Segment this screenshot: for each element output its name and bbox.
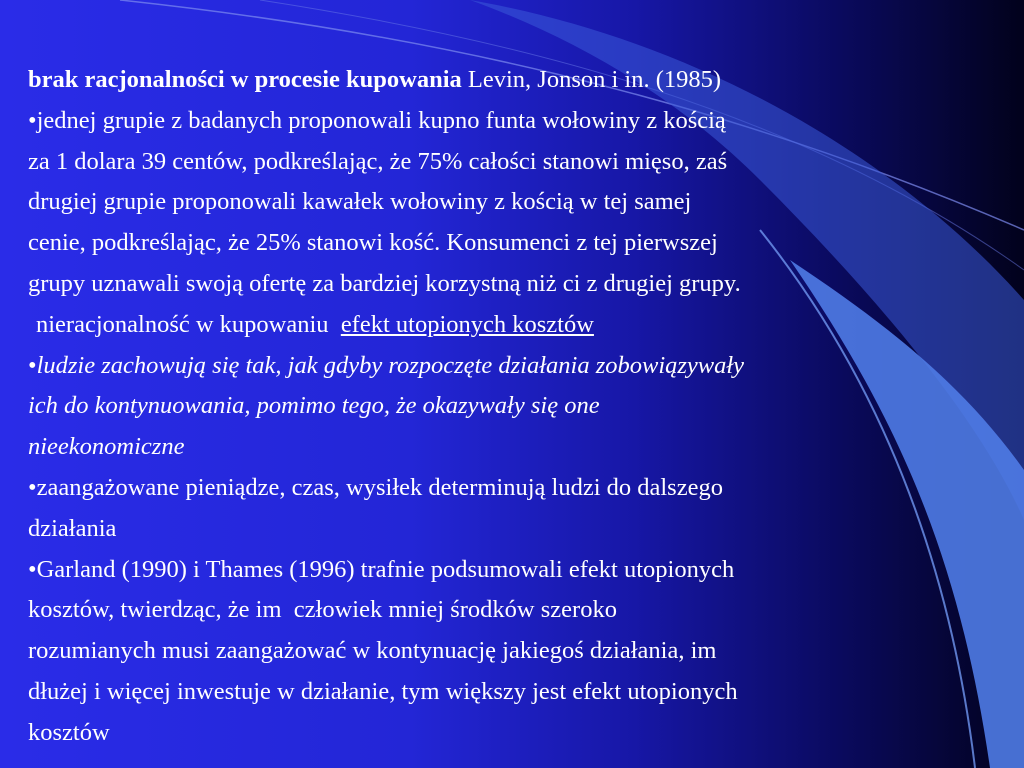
heading-citation: Levin, Jonson i in. (1985): [461, 66, 722, 93]
bullet-3-line-1: [28, 468, 1024, 509]
bullet-4-line-1: [28, 550, 1024, 591]
bullet-glyph: •: [28, 555, 37, 583]
bullet-1-line-2: za 1 dolara 39 centów, podkreślając, że 75% całości stanowi mięso, zaś: [28, 147, 728, 175]
slide-text-body: [28, 60, 1024, 754]
bullet-4-line-4: dłużej i więcej inwestuje w działanie, tym większy jest efekt utopionych: [28, 677, 738, 705]
slide-heading: [28, 60, 1024, 101]
subheading: [28, 305, 1024, 346]
bullet-2-line-1: [28, 346, 1024, 387]
bullet-2-text: ludzie zachowują się tak, jak gdyby rozpoczęte działania zobowiązywały: [36, 351, 745, 379]
bullet-1-text: jednej grupie z badanych proponowali kupno funta wołowiny z kością: [36, 106, 726, 134]
bullet-2-line-3: nieekonomiczne: [28, 433, 185, 461]
bullet-3-text: zaangażowane pieniądze, czas, wysiłek determinują ludzi do dalszego: [36, 473, 723, 501]
bullet-4-text: Garland (1990) i Thames (1996) trafnie podsumowali efekt utopionych: [36, 555, 735, 583]
sunk-cost-link[interactable]: efekt utopionych kosztów: [340, 310, 594, 338]
bullet-3-line-2: działania: [28, 514, 117, 542]
subheading-label: nieracjonalność w kupowaniu: [36, 310, 329, 338]
bullet-glyph: •: [28, 351, 37, 379]
bullet-1-line-5: grupy uznawali swoją ofertę za bardziej korzystną niż ci z drugiej grupy.: [28, 269, 741, 297]
heading-bold: brak racjonalności w procesie kupowania: [28, 66, 462, 93]
bullet-4-line-5: kosztów: [28, 718, 110, 746]
bullet-4-line-3: rozumianych musi zaangażować w kontynuację jakiegoś działania, im: [28, 637, 717, 665]
bullet-1-line-1: [28, 101, 1024, 142]
bullet-4-line-2: kosztów, twierdząc, że im człowiek mniej środków szeroko: [28, 596, 617, 624]
bullet-1-line-3: drugiej grupie proponowali kawałek wołowiny z kością w tej samej: [28, 188, 692, 216]
bullet-glyph: •: [28, 473, 37, 501]
bullet-glyph: •: [28, 106, 37, 134]
bullet-2-line-2: ich do kontynuowania, pomimo tego, że okazywały się one: [28, 392, 600, 420]
bullet-1-line-4: cenie, podkreślając, że 25% stanowi kość. Konsumenci z tej pierwszej: [28, 229, 718, 257]
